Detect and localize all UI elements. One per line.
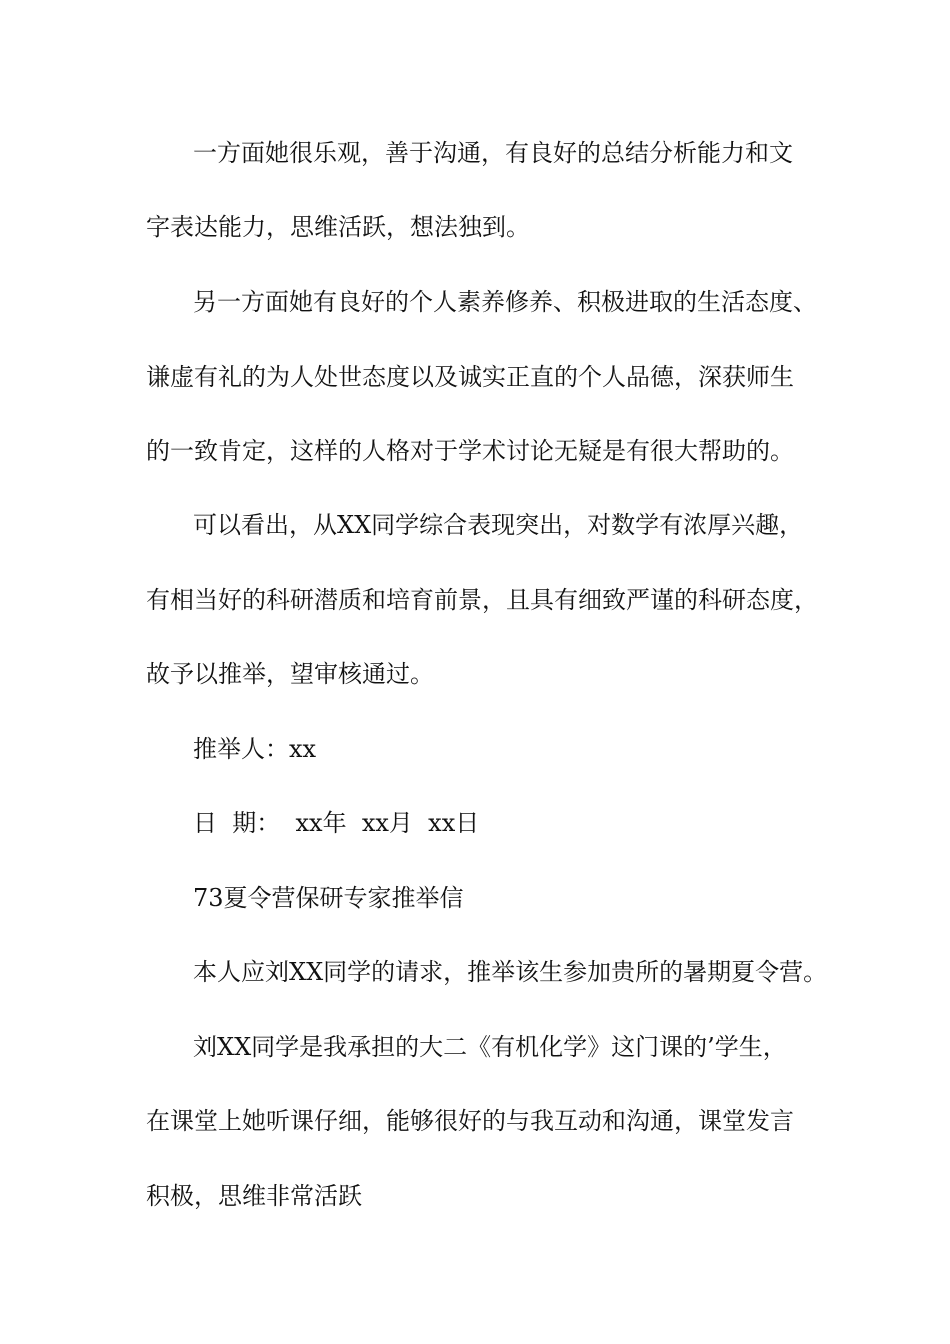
date-line: 日 期： xx年 xx月 xx日: [193, 809, 480, 837]
paragraph-line: 刘XX同学是我承担的大二《有机化学》这门课的’学生，: [193, 1033, 787, 1061]
paragraph-line: 字表达能力，思维活跃，想法独到。: [146, 213, 530, 241]
paragraph-line: 的一致肯定，这样的人格对于学术讨论无疑是有很大帮助的。: [146, 437, 794, 465]
recommender-line: 推举人：xx: [193, 735, 317, 763]
paragraph-line: 可以看出，从XX同学综合表现突出，对数学有浓厚兴趣，: [193, 511, 804, 539]
paragraph-line: 在课堂上她听课仔细，能够很好的与我互动和沟通，课堂发言: [146, 1107, 794, 1135]
paragraph-line: 故予以推举，望审核通过。: [146, 660, 434, 688]
paragraph-line: 积极，思维非常活跃: [146, 1182, 362, 1210]
paragraph-line: 一方面她很乐观，善于沟通，有良好的总结分析能力和文: [193, 139, 793, 167]
paragraph-line: 有相当好的科研潜质和培育前景，且具有细致严谨的科研态度，: [146, 586, 818, 614]
paragraph-line: 谦虚有礼的为人处世态度以及诚实正直的个人品德，深获师生: [146, 363, 794, 391]
section-title: 73夏令营保研专家推举信: [193, 884, 464, 912]
paragraph-line: 另一方面她有良好的个人素养修养、积极进取的生活态度、: [193, 288, 817, 316]
paragraph-line: 本人应刘XX同学的请求，推举该生参加贵所的暑期夏令营。: [193, 958, 828, 986]
